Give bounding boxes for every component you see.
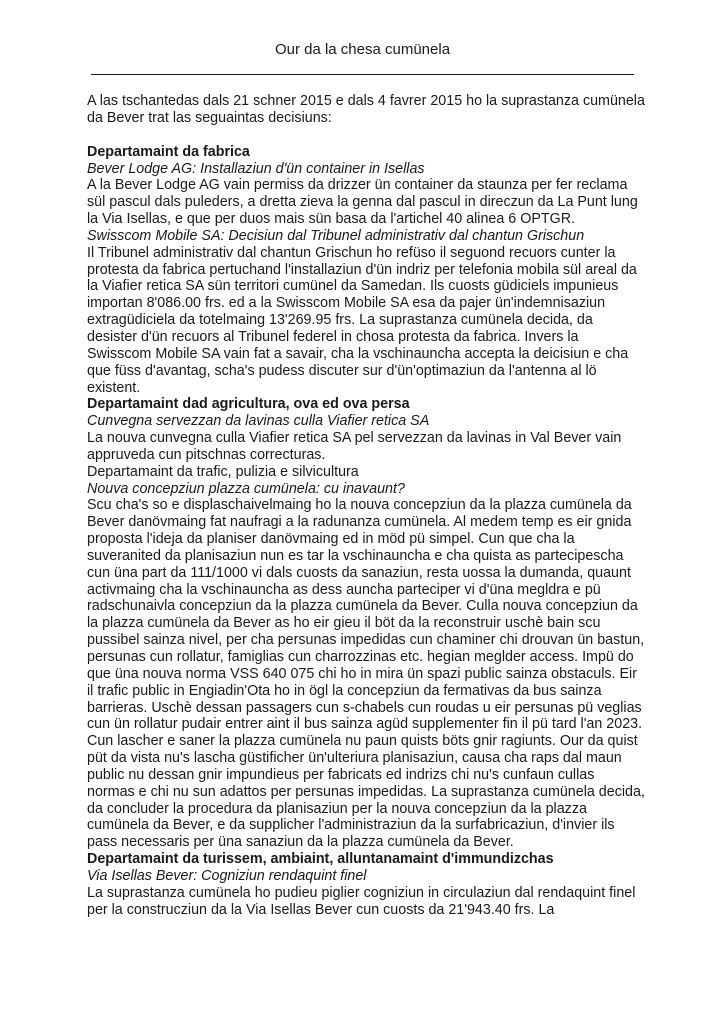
section-heading-fabrica: Departamaint da fabrica (87, 143, 250, 160)
section-heading-trafic: Departamaint da trafic, pulizia e silvicultura (87, 463, 359, 480)
item-subtitle-bever-lodge: Bever Lodge AG: Installaziun d'ün container in Isellas (87, 160, 425, 177)
item-subtitle-plazza: Nouva concepziun plazza cumünela: cu inavaunt? (87, 480, 405, 497)
item-text-swisscom: Il Tribunel administrativ dal chantun Grischun ho refüso il seguond recuors cunter la protesta da fabrica pertuchand l'installaziun d'ün indriz per telefonia mobila sül areal da la Viafier retica SA sün territori cumünel da Samedan. Ils cuosts güdiciels impunieus importan 8'086.00 frs. ed a la Swisscom Mobile SA esa da pajer ün'indemnisaziun extragüdiciela da totelmaing 13'269.95 frs. La suprastanza cumünela decida, da desister d'ün recuors al Tribunel federel in chosa protesta da fabrica. Invers la Swisscom Mobile SA vain fat a savair, cha la vschinauncha accepta la deicisiun e cha que füss d'avantag, scha's pudess discuter sur d'ün'optimaziun da l'antenna al lö existent. (87, 244, 637, 396)
item-text-lavinas: La nouva cunvegna culla Viafier retica SA pel servezzan da lavinas in Val Bever vain appruveda cun pitschnas correcturas. (87, 430, 622, 463)
document-body (87, 93, 645, 919)
item-text-via-isellas: La suprastanza cumünela ho pudieu piglier cogniziun in circulaziun dal rendaquint finel per la construcziun da la Via Isellas Bever cun cuosts da 21'943.40 frs. La (87, 884, 636, 918)
section-heading-turissem: Departamaint da turissem, ambiaint, alluntanamaint d'immundizchas (87, 851, 554, 868)
item-subtitle-swisscom: Swisscom Mobile SA: Decisiun dal Tribunel administrativ dal chantun Grischun (87, 227, 585, 244)
item-subtitle-via-isellas: Via Isellas Bever: Cogniziun rendaquint finel (87, 867, 367, 884)
page-header-title: Our da la chesa cumünela (274, 41, 451, 58)
intro-paragraph: A las tschantedas dals 21 schner 2015 e dals 4 favrer 2015 ho la suprastanza cumünela da Bever trat las seguaintas decisiuns: (87, 93, 645, 126)
section-heading-agricultura: Departamaint dad agricultura, ova ed ova persa (87, 396, 410, 413)
header-divider (91, 74, 634, 75)
item-text-plazza: Scu cha's so e displaschaivelmaing ho la nouva concepziun da la plazza cumünela da Bever danövmaing fat naufragi a la radunanza cumünela. Al medem temp es eir gnida proposta l'ideja da planiser danövmaing ed in möd pü simpel. Cun que cha la suveranited da planisaziun nun es tar la vschinauncha e cha quista as partecipescha cun üna part da 111/1000 vi dals cuosts da sanaziun, resta uossa la dumanda, quaunt activmaing cha la vschinauncha as dess auncha parteciper vi d'üna megldra e pü radschunaivla concepziun da la plazza cumünela da Bever. Culla nouva concepziun da la plazza cumünela da Bever as ho eir gieu il böt da la reconstruir uschè bain scu pussibel sainza nivel, per cha persunas impedidas cun chaminer chi drouvan ün bastun, persunas cun rollatur, famiglias cun charrozzinas etc. hegian meglder access. Impü do que üna nouva norma VSS 640 075 chi ho in mira ün spazi public sainza obstaculs. Eir il trafic public in Engiadin'Ota ho in ögl la concepziun da fermativas da bus sainza barrieras. Uschè dessan passagers cun s-chabels cun roudas u eir persunas pü veglias cun ün rollatur pudair entrer aint il bus sainza agüd supplementer fin il pü tard l'an 2023. Cun lascher e saner la plazza cumünela nu paun quists böts gnir ragiunts. Our da quist püt da vista nu's lascha güstificher ün'ulteriura planisaziun, causa cha raps dal maun public nu dessan gnir impundieus per fabricats ed indrizs chi nu's cunfaun cullas normas e chi nu sun adattos per persunas impedidas. La suprastanza cumünela decida, da concluder la procedura da planisaziun per la nouva concepziun da la plazza cumünela da Bever, e da supplicher l'administraziun da la surfabricaziun, d'invier ils pass necessaris per üna sanaziun da la plazza cumünela da Bever. (87, 497, 645, 851)
item-text-bever-lodge: A la Bever Lodge AG vain permiss da drizzer ün container da staunza per fer reclama sül pascul dals puleders, a dretta zieva la genna dal pascul in direczun da La Punt lung la Via Isellas, e que per duos mais sün basa da l'artichel 40 alinea 6 OPTGR. (87, 177, 638, 228)
item-subtitle-lavinas: Cunvegna servezzan da lavinas culla Viafier retica SA (87, 413, 430, 430)
